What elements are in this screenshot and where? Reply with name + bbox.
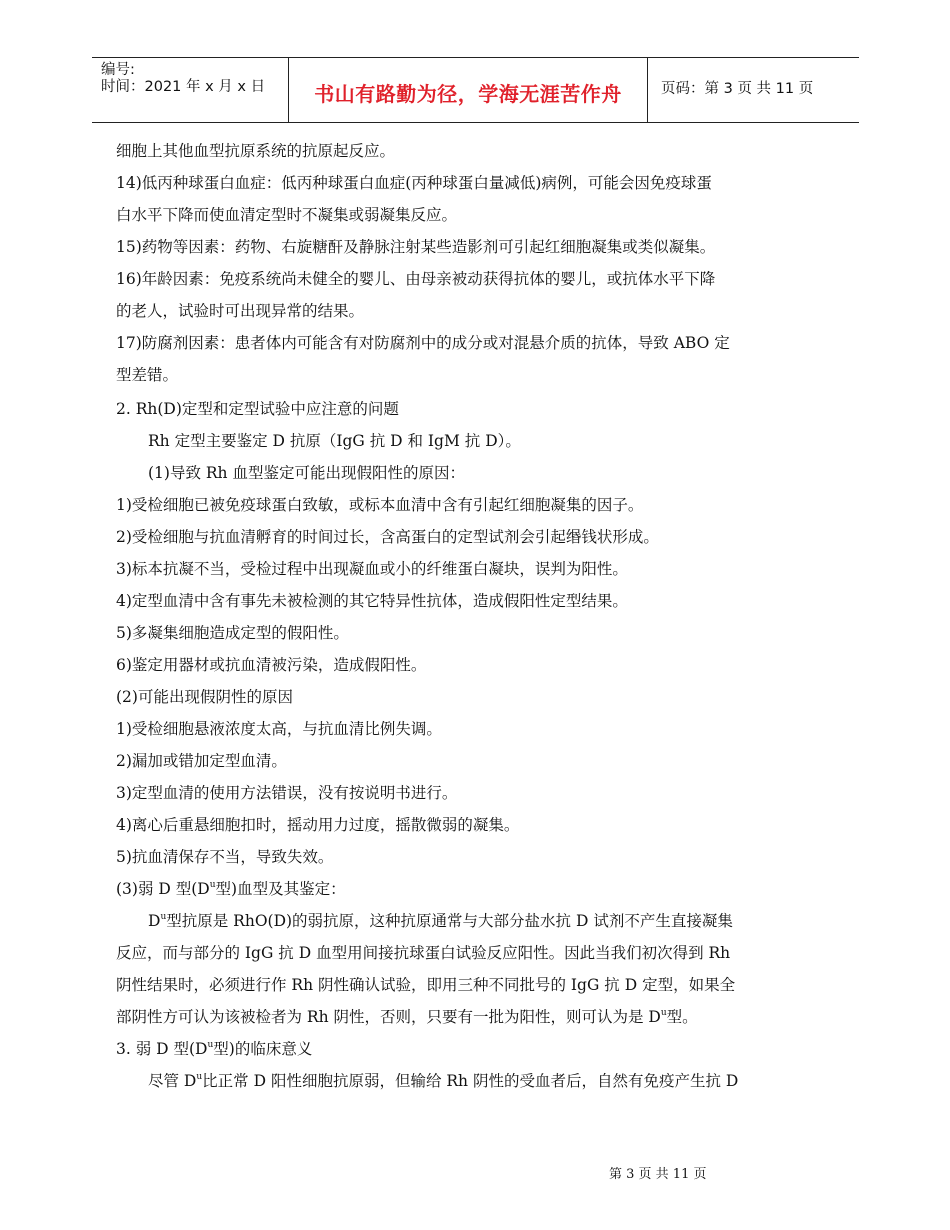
text-line: 5)抗血清保存不当，导致失效。 (116, 848, 334, 866)
subsection-heading: (3)弱 D 型($D^u$型)血型及其鉴定： (116, 880, 346, 898)
text-line: 反应，而与部分的 IgG 抗 D 血型用间接抗球蛋白试验反应阳性。因此当我们初次得到 Rh (116, 944, 731, 962)
text-line: 4)定型血清中含有事先未被检测的其它特异性抗体，造成假阳性定型结果。 (116, 592, 628, 610)
text-line: 6)鉴定用器材或抗血清被污染，造成假阳性。 (116, 656, 427, 674)
text-line: 部阴性方可认为该被检者为 Rh 阴性，否则，只要有一批为阳性，则可认为是 $D^u$型。 (116, 1008, 698, 1026)
subsection-heading: (2)可能出现假阴性的原因 (116, 688, 293, 706)
text-line: 1)受检细胞已被免疫球蛋白致敏，或标本血清中含有引起红细胞凝集的因子。 (116, 496, 644, 514)
subsection-heading: (1)导致 Rh 血型鉴定可能出现假阳性的原因： (148, 464, 465, 482)
text-line: 4)离心后重悬细胞扣时，摇动用力过度，摇散微弱的凝集。 (116, 816, 520, 834)
text-line: 白水平下降而使血清定型时不凝集或弱凝集反应。 (116, 206, 458, 224)
header-page-cell (647, 58, 859, 122)
text-line: 的老人，试验时可出现异常的结果。 (116, 302, 365, 320)
section-heading: 2. Rh(D)定型和定型试验中应注意的问题 (116, 400, 399, 418)
number-label: 编号: (101, 62, 135, 78)
text-line: 17)防腐剂因素：患者体内可能含有对防腐剂中的成分或对混悬介质的抗体，导致 ABO 定 (116, 334, 730, 352)
text-line: 15)药物等因素：药物、右旋糖酐及静脉注射某些造影剂可引起红细胞凝集或类似凝集。 (116, 238, 716, 256)
page-header (92, 57, 859, 123)
motto-text: 书山有路勤为径，学海无涯苦作舟 (314, 82, 622, 106)
text-line: 阴性结果时，必须进行作 Rh 阴性确认试验，即用三种不同批号的 IgG 抗 D 定型，如果全 (116, 976, 736, 994)
text-line: 尽管 $D^u$比正常 D 阳性细胞抗原弱，但输给 Rh 阴性的受血者后，自然有免疫产生抗 D (148, 1072, 739, 1090)
section-heading: 3. 弱 D 型($D^u$型)的临床意义 (116, 1040, 313, 1058)
text-line: 16)年龄因素：免疫系统尚未健全的婴儿、由母亲被动获得抗体的婴儿，或抗体水平下降 (116, 270, 716, 288)
text-line: 3)标本抗凝不当，受检过程中出现凝血或小的纤维蛋白凝块，误判为阳性。 (116, 560, 628, 578)
header-meta-cell (92, 58, 288, 122)
footer-page-number: 第 3 页 共 11 页 (609, 1167, 707, 1182)
text-line: $D^u$型抗原是 RhO(D)的弱抗原，这种抗原通常与大部分盐水抗 D 试剂不产生直接凝集 (148, 912, 733, 930)
text-line: 5)多凝集细胞造成定型的假阳性。 (116, 624, 349, 642)
page-number-label: 页码：第 3 页 共 11 页 (661, 81, 814, 97)
text-line: 细胞上其他血型抗原系统的抗原起反应。 (116, 142, 396, 160)
header-motto-cell (288, 58, 648, 122)
text-line: 型差错。 (116, 366, 179, 384)
text-line: 14)低丙种球蛋白血症：低丙种球蛋白血症(丙种球蛋白量减低)病例，可能会因免疫球蛋 (116, 174, 712, 192)
text-line: 1)受检细胞悬液浓度太高，与抗血清比例失调。 (116, 720, 442, 738)
text-line: Rh 定型主要鉴定 D 抗原（IgG 抗 D 和 IgM 抗 D）。 (148, 432, 521, 450)
text-line: 2)受检细胞与抗血清孵育的时间过长，含高蛋白的定型试剂会引起缗钱状形成。 (116, 528, 659, 546)
text-line: 2)漏加或错加定型血清。 (116, 752, 287, 770)
time-label: 时间：2021 年 x 月 x 日 (101, 79, 266, 95)
text-line: 3)定型血清的使用方法错误，没有按说明书进行。 (116, 784, 458, 802)
